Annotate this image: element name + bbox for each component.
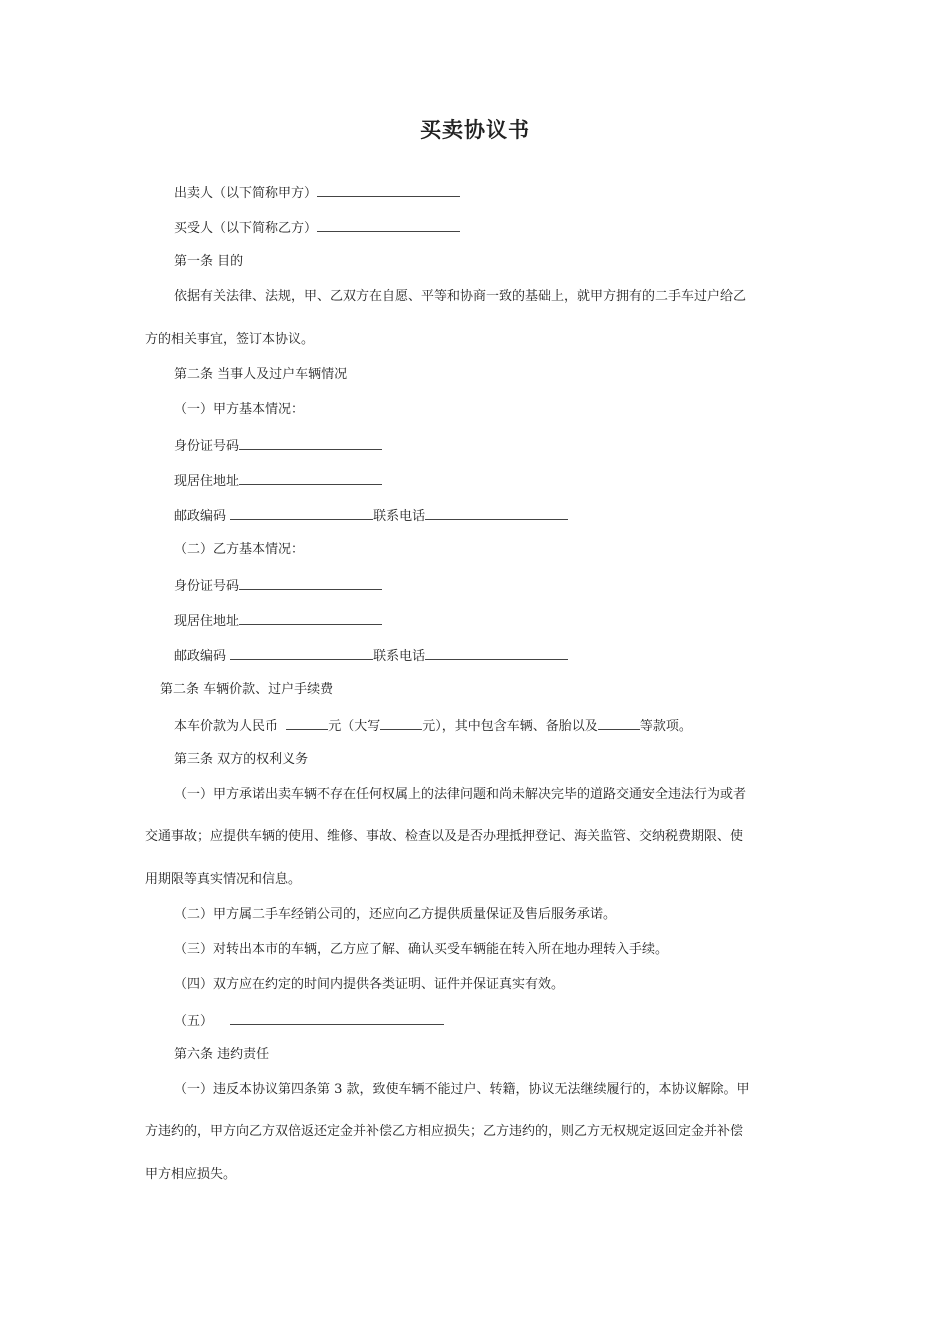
party-b-addr-line — [174, 611, 382, 631]
party-a-addr-blank[interactable] — [239, 471, 382, 485]
art3-clause5-line — [174, 1011, 444, 1031]
party-b-addr-label: 现居住地址 — [174, 614, 240, 629]
party-b-post-label: 邮政编码 — [174, 649, 227, 664]
party-b-phone-label: 联系电话 — [373, 649, 426, 664]
document-title: 买卖协议书 — [420, 117, 530, 142]
party-a-id-blank[interactable] — [239, 436, 382, 450]
party-a-post-label: 邮政编码 — [174, 509, 227, 524]
art3-clause4: （四）双方应在约定的时间内提供各类证明、证件并保证真实有效。 — [174, 977, 565, 992]
party-a-post-line — [174, 506, 568, 526]
art6-clause1-line1: （一）违反本协议第四条第 3 款，致使车辆不能过户、转籍，协议无法继续履行的，本协议解除。甲 — [174, 1082, 750, 1097]
party-a-post-blank[interactable] — [230, 506, 373, 520]
price-items-blank[interactable] — [598, 716, 640, 730]
art6-heading: 第六条 违约责任 — [174, 1047, 270, 1062]
art1-paragraph-line2: 方的相关事宜，签订本协议。 — [145, 332, 315, 347]
party-a-addr-label: 现居住地址 — [174, 474, 240, 489]
art6-clause1-line2: 方违约的，甲方向乙方双倍返还定金并补偿乙方相应损失；乙方违约的，则乙方无权规定返回定金并补偿 — [145, 1124, 744, 1139]
party-a-phone-label: 联系电话 — [373, 509, 426, 524]
art3-clause2: （二）甲方属二手车经销公司的，还应向乙方提供质量保证及售后服务承诺。 — [174, 907, 617, 922]
party-a-phone-blank[interactable] — [425, 506, 568, 520]
art3-clause1-line1: （一）甲方承诺出卖车辆不存在任何权属上的法律问题和尚未解决完毕的道路交通安全违法行为或者 — [174, 787, 747, 802]
art3-clause5-label: （五） — [174, 1014, 214, 1029]
price-text-4: 等款项。 — [639, 719, 692, 734]
price-line — [174, 716, 692, 736]
art3-clause5-blank[interactable] — [230, 1011, 444, 1025]
price-text-2: 元（大写 — [328, 719, 381, 734]
price-amount-blank[interactable] — [286, 716, 328, 730]
art3-clause3: （三）对转出本市的车辆，乙方应了解、确认买受车辆能在转入所在地办理转入手续。 — [174, 942, 669, 957]
party-a-id-label: 身份证号码 — [174, 439, 240, 454]
art6-clause1-line3: 甲方相应损失。 — [145, 1167, 237, 1182]
art2b-heading: 第二条 车辆价款、过户手续费 — [160, 682, 334, 697]
art3-heading: 第三条 双方的权利义务 — [174, 752, 309, 767]
seller-line — [174, 183, 460, 203]
party-a-addr-line — [174, 471, 382, 491]
buyer-line — [174, 218, 460, 238]
buyer-blank[interactable] — [317, 218, 460, 232]
art1-heading: 第一条 目的 — [174, 254, 244, 269]
art3-clause1-line2: 交通事故；应提供车辆的使用、维修、事故、检查以及是否办理抵押登记、海关监管、交纳税费期限、使 — [145, 829, 744, 844]
buyer-label: 买受人（以下简称乙方） — [174, 221, 318, 236]
seller-blank[interactable] — [317, 183, 460, 197]
art2-heading: 第二条 当事人及过户车辆情况 — [174, 367, 348, 382]
price-capital-blank[interactable] — [380, 716, 422, 730]
art3-clause1-line3: 用期限等真实情况和信息。 — [145, 872, 302, 887]
party-b-id-line — [174, 576, 382, 596]
party-a-heading: （一）甲方基本情况： — [174, 402, 305, 417]
party-a-id-line — [174, 436, 382, 456]
art1-paragraph-line1: 依据有关法律、法规，甲、乙双方在自愿、平等和协商一致的基础上，就甲方拥有的二手车过户给乙 — [174, 289, 747, 304]
party-b-id-label: 身份证号码 — [174, 579, 240, 594]
party-b-post-line — [174, 646, 568, 666]
party-b-phone-blank[interactable] — [425, 646, 568, 660]
party-b-id-blank[interactable] — [239, 576, 382, 590]
price-text-3: 元），其中包含车辆、备胎以及 — [422, 719, 598, 734]
party-b-post-blank[interactable] — [230, 646, 373, 660]
price-text-1: 本车价款为人民币 — [174, 719, 279, 734]
seller-label: 出卖人（以下简称甲方） — [174, 186, 318, 201]
party-b-heading: （二）乙方基本情况： — [174, 542, 305, 557]
party-b-addr-blank[interactable] — [239, 611, 382, 625]
